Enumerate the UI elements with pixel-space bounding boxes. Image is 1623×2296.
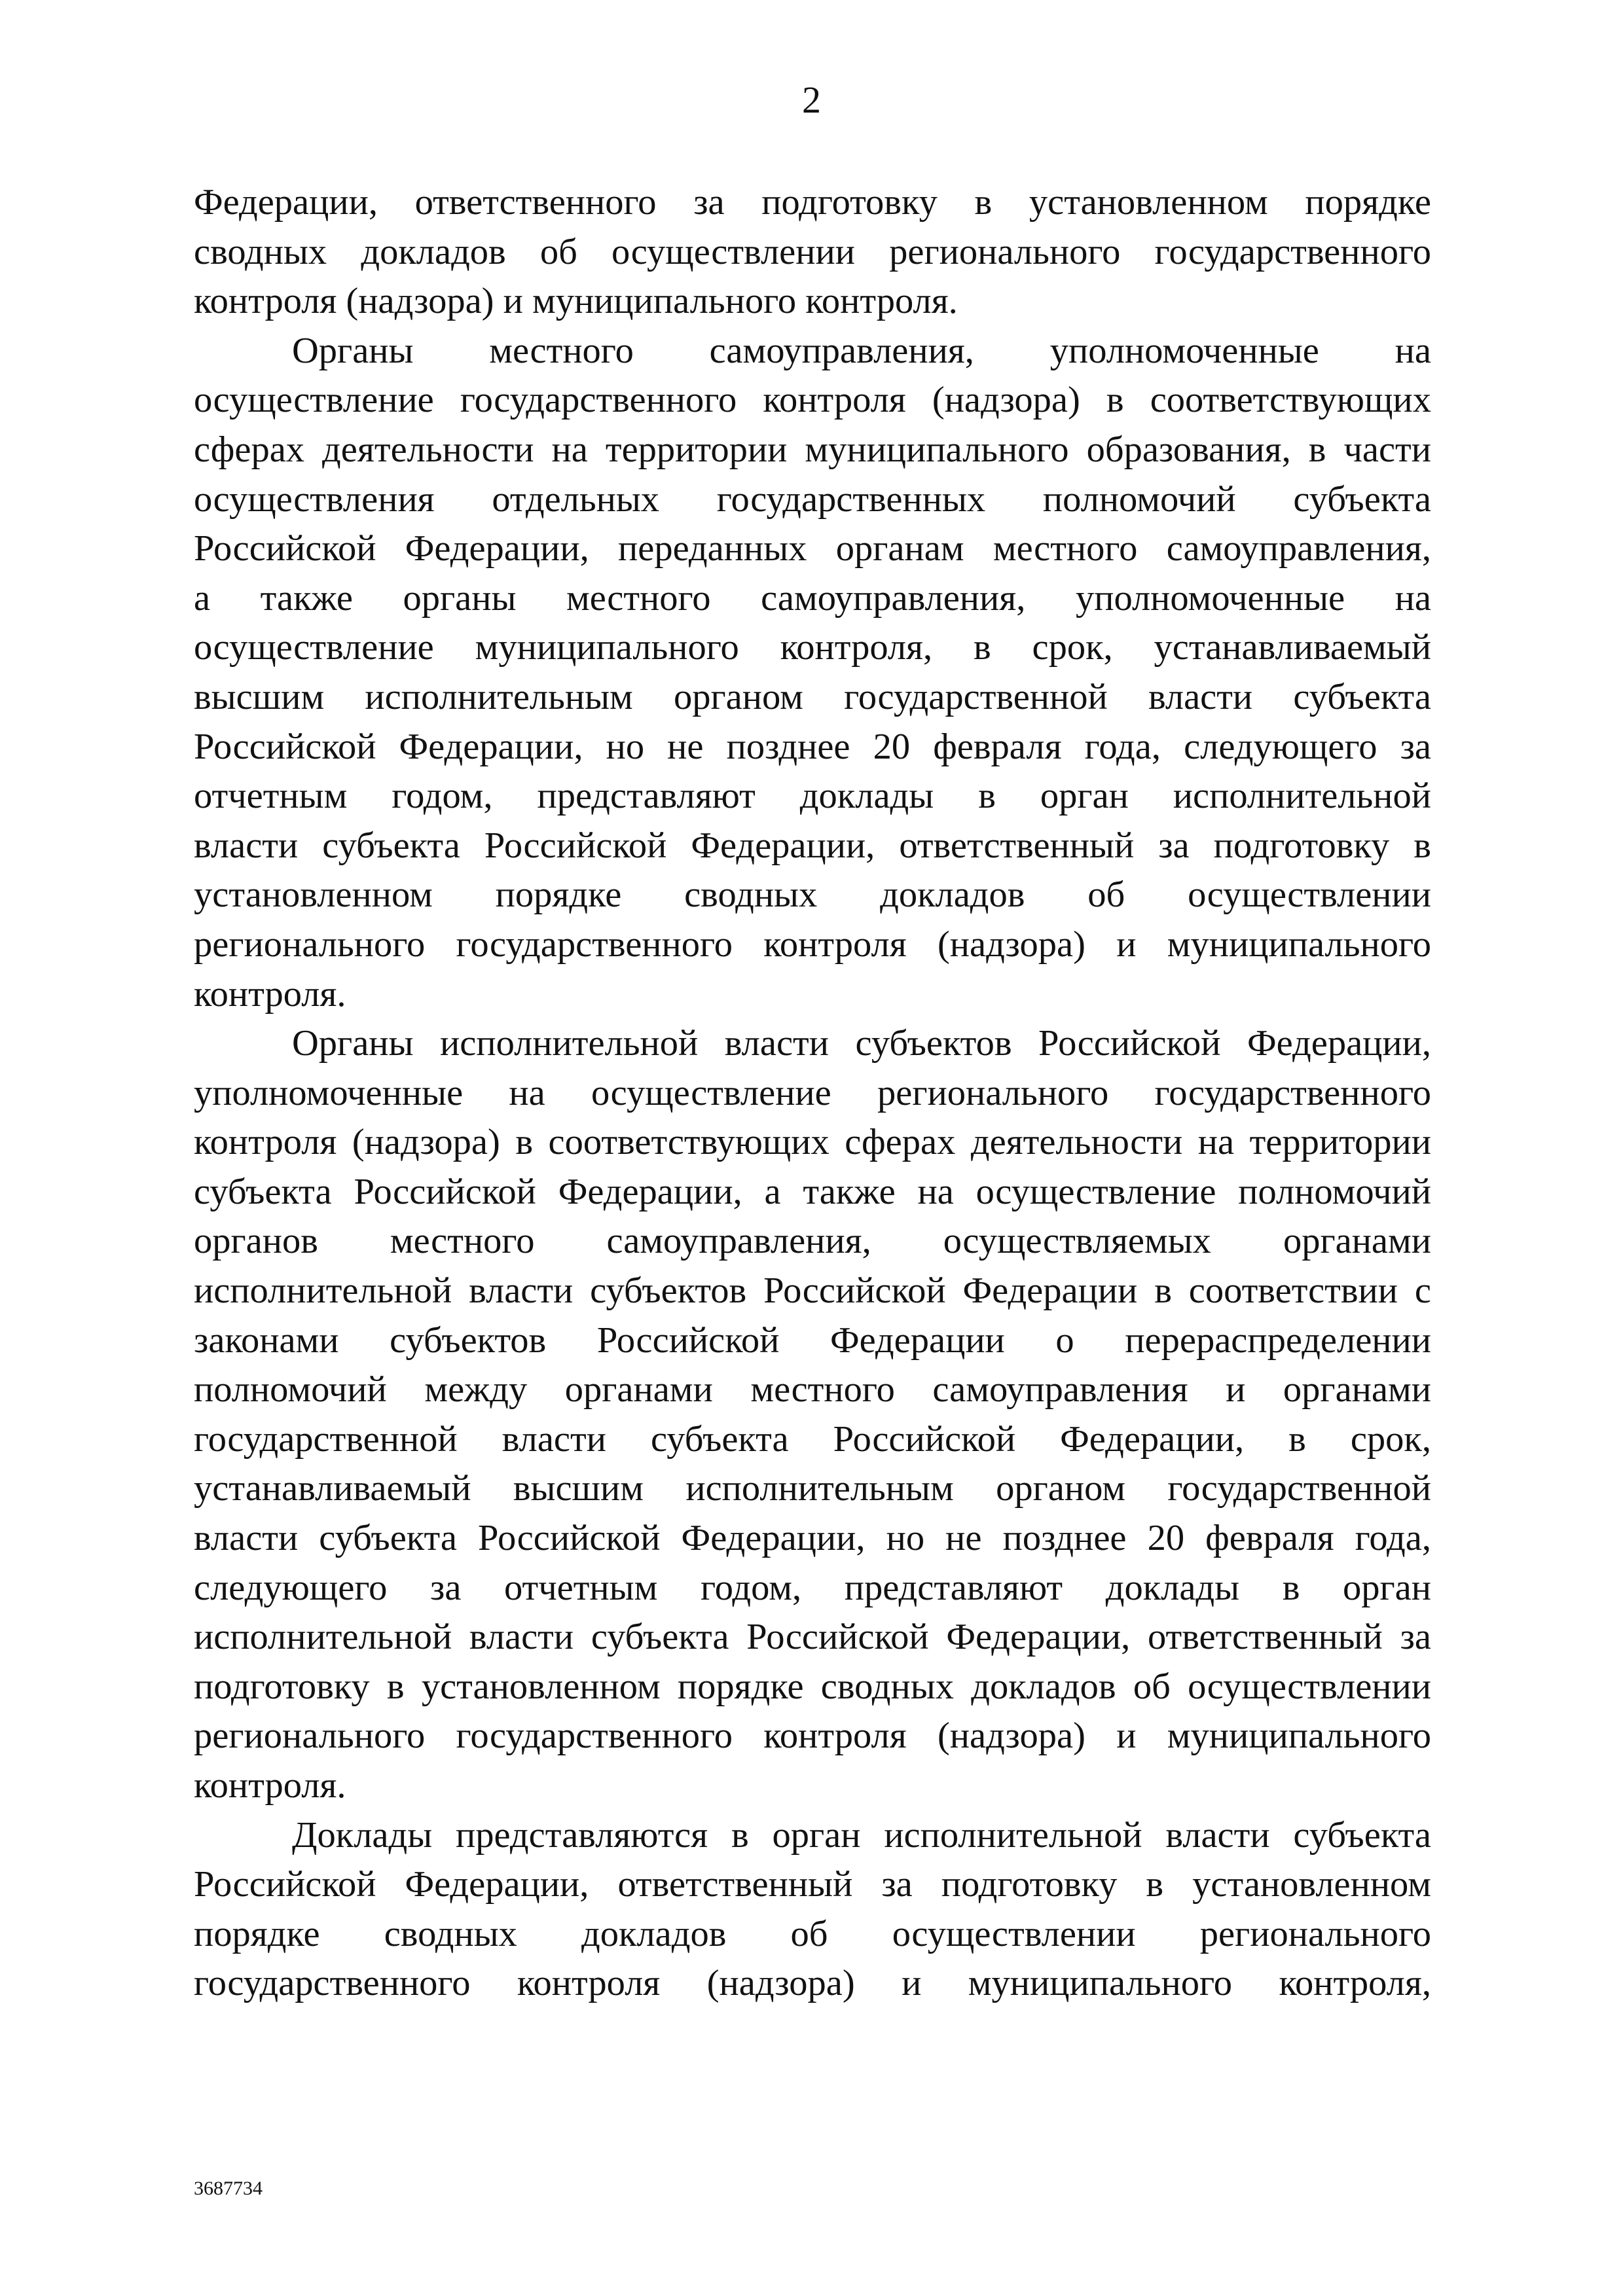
text-line: органов местного самоуправления, осуществляемых органами <box>194 1221 1431 1262</box>
document-body <box>194 178 1431 2009</box>
text-line: осуществление государственного контроля (надзора) в соответствующих <box>194 380 1431 421</box>
text-line: регионального государственного контроля (надзора) и муниципального <box>194 1715 1431 1757</box>
text-line: исполнительной власти субъектов Российской Федерации в соответствии с <box>194 1270 1431 1312</box>
page-number: 2 <box>802 79 821 121</box>
text-line: исполнительной власти субъекта Российской Федерации, ответственный за <box>194 1617 1431 1658</box>
text-line: государственного контроля (надзора) и муниципального контроля, <box>194 1963 1431 2004</box>
document-code: 3687734 <box>194 2178 263 2199</box>
text-line: Федерации, ответственного за подготовку в установленном порядке <box>194 182 1431 223</box>
text-line: устанавливаемый высшим исполнительным органом государственной <box>194 1468 1431 1509</box>
text-line: Доклады представляются в орган исполнительной власти субъекта <box>292 1814 1431 1856</box>
text-line: порядке сводных докладов об осуществлении регионального <box>194 1913 1431 1954</box>
text-line: контроля. <box>194 1765 346 1806</box>
text-line: Российской Федерации, переданных органам местного самоуправления, <box>194 528 1431 569</box>
text-line: подготовку в установленном порядке сводных докладов об осуществлении <box>194 1666 1431 1707</box>
text-line: Российской Федерации, ответственный за подготовку в установленном <box>194 1864 1431 1905</box>
text-line: государственной власти субъекта Российской Федерации, в срок, <box>194 1418 1431 1460</box>
text-line: а также органы местного самоуправления, уполномоченные на <box>194 577 1431 619</box>
text-line: контроля. <box>194 973 346 1014</box>
paragraph-3 <box>194 1019 1431 1811</box>
text-line: сферах деятельности на территории муниципального образования, в части <box>194 429 1431 470</box>
text-line: полномочий между органами местного самоуправления и органами <box>194 1369 1431 1410</box>
paragraph-2 <box>194 327 1431 1019</box>
text-line: сводных докладов об осуществлении регионального государственного <box>194 231 1431 272</box>
text-line: следующего за отчетным годом, представляют доклады в орган <box>194 1567 1431 1608</box>
text-line: контроля (надзора) в соответствующих сферах деятельности на территории <box>194 1122 1431 1163</box>
paragraph-4 <box>194 1811 1431 2009</box>
text-line: осуществление муниципального контроля, в срок, устанавливаемый <box>194 627 1431 668</box>
text-line: субъекта Российской Федерации, а также на осуществление полномочий <box>194 1171 1431 1212</box>
text-line: отчетным годом, представляют доклады в орган исполнительной <box>194 776 1431 817</box>
text-line: Органы местного самоуправления, уполномоченные на <box>292 330 1431 371</box>
text-line: уполномоченные на осуществление регионального государственного <box>194 1072 1431 1113</box>
paragraph-1 <box>194 178 1431 327</box>
text-line: власти субъекта Российской Федерации, ответственный за подготовку в <box>194 825 1431 866</box>
text-line: власти субъекта Российской Федерации, но не позднее 20 февраля года, <box>194 1518 1431 1559</box>
text-line: Органы исполнительной власти субъектов Российской Федерации, <box>292 1023 1431 1064</box>
text-line: высшим исполнительным органом государственной власти субъекта <box>194 676 1431 717</box>
text-line: установленном порядке сводных докладов об осуществлении <box>194 874 1431 916</box>
text-line: регионального государственного контроля (надзора) и муниципального <box>194 924 1431 965</box>
text-line: контроля (надзора) и муниципального контроля. <box>194 281 958 322</box>
text-line: законами субъектов Российской Федерации о перераспределении <box>194 1319 1431 1361</box>
text-line: Российской Федерации, но не позднее 20 февраля года, следующего за <box>194 726 1431 767</box>
text-line: осуществления отдельных государственных полномочий субъекта <box>194 478 1431 520</box>
